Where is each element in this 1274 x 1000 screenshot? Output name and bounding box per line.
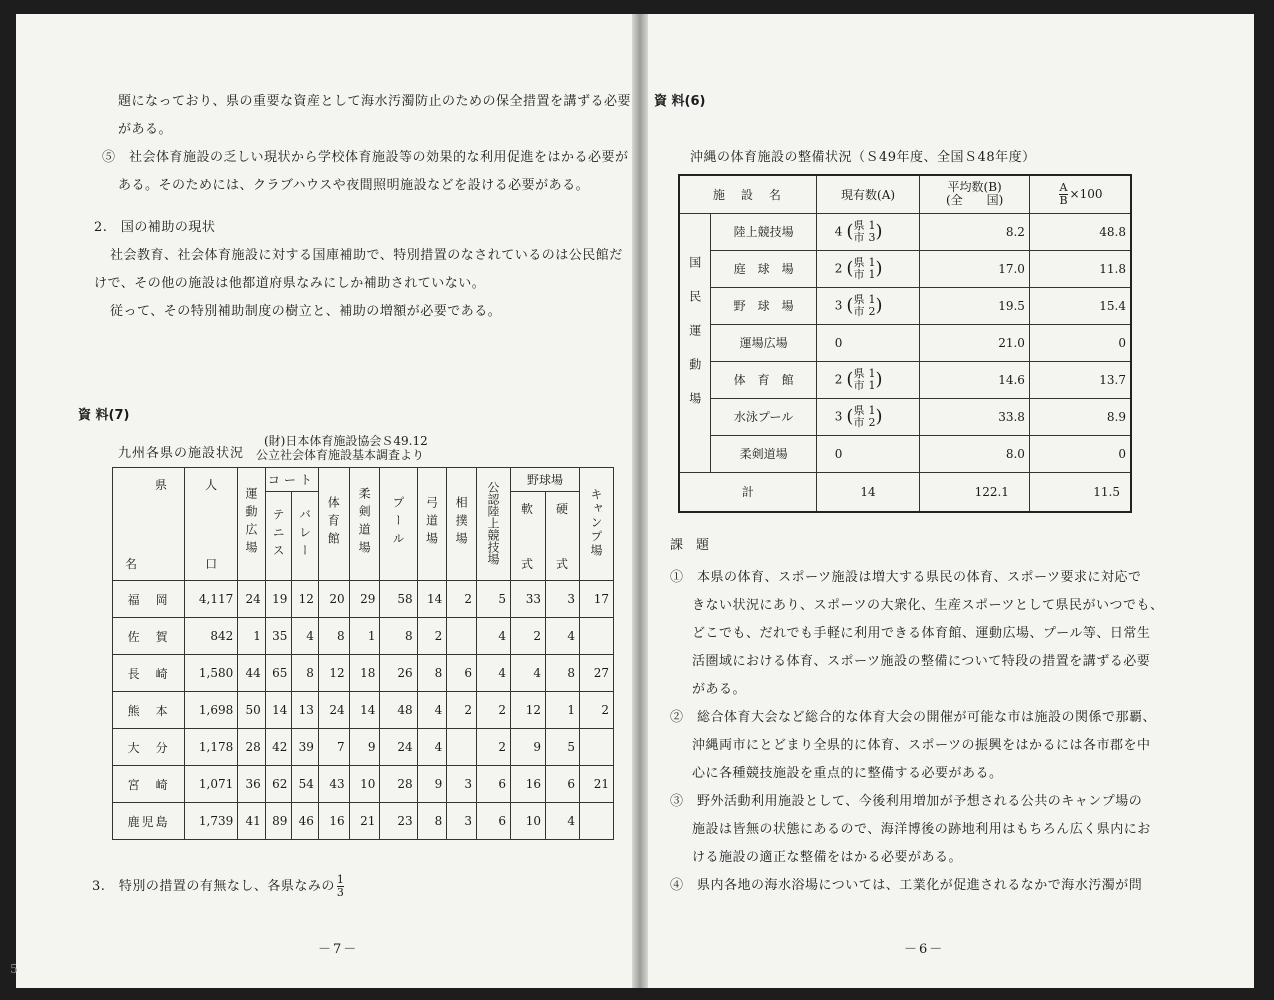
ken-label: 県 [853, 218, 865, 232]
total-label: 計 [679, 472, 816, 512]
cell-value [579, 803, 613, 840]
cell-value: 6 [477, 766, 511, 803]
col-average-line1: 平均数(B) [947, 180, 1002, 195]
table-row [679, 250, 1131, 287]
cell-value: 54 [292, 766, 319, 803]
header-taiiku-text: 体育館 [326, 495, 341, 550]
cell-value: 20 [318, 581, 349, 618]
cell-value [447, 729, 477, 766]
cell-value: 9 [349, 729, 380, 766]
ken-count: 1 [868, 255, 876, 269]
current-count [816, 324, 920, 361]
left-page [10, 14, 632, 988]
cell-value: 48 [380, 692, 417, 729]
header-pool [380, 468, 417, 581]
breakdown: ( 県 市 1 1 ) [846, 366, 883, 392]
kadai-label: 課 題 [670, 538, 710, 553]
cell-value: 24 [318, 692, 349, 729]
ken-count: 1 [868, 366, 876, 380]
cell-value: 4,117 [185, 581, 238, 618]
header-sumo-text: 相撲場 [454, 495, 469, 550]
count-value: 3 [834, 409, 843, 423]
cell-value: 4 [546, 618, 580, 655]
book-spine [632, 14, 648, 988]
cell-value: 17 [579, 581, 613, 618]
current-count [816, 435, 920, 472]
facility-name: 運場広場 [711, 324, 816, 361]
right-page [648, 14, 1254, 988]
ratio-den: B [1059, 193, 1068, 207]
table-6-title: 沖縄の体育施設の整備状況（Ｓ49年度、全国Ｓ48年度） [690, 150, 1036, 165]
group-label [679, 213, 711, 472]
header-kyudo-text: 弓道場 [424, 495, 439, 550]
kadai-line: 活圏域における体育、スポーツ施設の整備について特段の措置を講ずる必要 [692, 654, 1151, 669]
header-tennis-text: テニス [271, 507, 286, 562]
okinawa-facilities-table [678, 174, 1132, 513]
table-row [679, 435, 1131, 472]
table-row [679, 398, 1131, 435]
cell-value: 21 [579, 766, 613, 803]
ratio-value: 8.9 [1029, 398, 1131, 435]
kadai-line: ③ 野外活動利用施設として、今後利用増加が予想される公共のキャンプ場の [670, 794, 1143, 809]
cell-value: 4 [292, 618, 319, 655]
table-row [679, 324, 1131, 361]
ratio-value: 0 [1029, 324, 1131, 361]
cell-value: 8 [318, 618, 349, 655]
ken-count: 1 [868, 218, 876, 232]
text-line: 社会教育、社会体育施設に対する国庫補助で、特別措置のなされているのは公民館だ [110, 248, 623, 263]
shi-label: 市 [853, 230, 865, 244]
col-average [920, 175, 1030, 213]
cell-value: 2 [447, 692, 477, 729]
total-row [679, 472, 1131, 512]
fraction-numerator: 1 [336, 873, 345, 886]
header-ko-char: 硬 [556, 502, 569, 517]
ratio-value: 15.4 [1029, 287, 1131, 324]
cell-value: 10 [349, 766, 380, 803]
cell-value: 33 [510, 581, 545, 618]
cell-value: 4 [477, 618, 511, 655]
header-kyudo [417, 468, 447, 581]
text-line: ある。そのためには、クラブハウスや夜間照明施設などを設ける必要がある。 [118, 178, 590, 193]
cell-value: 24 [238, 581, 266, 618]
cell-value: 2 [579, 692, 613, 729]
table-row [113, 729, 614, 766]
cell-value: 9 [417, 766, 447, 803]
header-taiiku [318, 468, 349, 581]
prefecture-name: 福 岡 [113, 581, 185, 618]
header-yakyu: 野球場 [510, 468, 579, 492]
cell-value: 2 [477, 729, 511, 766]
text-line: ⑤ 社会体育施設の乏しい現状から学校体育施設等の効果的な利用促進をはかる必要が [102, 150, 629, 165]
cell-value: 89 [265, 803, 292, 840]
cell-value: 14 [265, 692, 292, 729]
header-camp-text: キャンプ場 [588, 487, 603, 558]
cell-value: 2 [510, 618, 545, 655]
cell-value: 42 [265, 729, 292, 766]
kadai-line: ける施設の適正な整備をはかる必要がある。 [692, 850, 963, 865]
cell-value: 12 [318, 655, 349, 692]
cell-value: 2 [417, 618, 447, 655]
cell-value: 3 [546, 581, 580, 618]
item-3-fraction [337, 874, 345, 899]
prefecture-name: 長 崎 [113, 655, 185, 692]
cell-value: 6 [447, 655, 477, 692]
table-row [679, 287, 1131, 324]
table-row [113, 618, 614, 655]
cell-value: 4 [417, 729, 447, 766]
header-camp [579, 468, 613, 581]
col-current: 現有数(A) [816, 175, 920, 213]
ken-label: 県 [853, 255, 865, 269]
kadai-line: ① 本県の体育、スポーツ施設は増大する県民の体育、スポーツ要求に対応で [670, 570, 1142, 585]
header-nanshiki [510, 492, 545, 581]
left-page-number: －7－ [318, 942, 359, 957]
count-value: 4 [834, 224, 843, 238]
header-koshiki [546, 492, 580, 581]
group-label-text: 国民運動場 [687, 256, 702, 426]
col-facility-name: 施 設 名 [679, 175, 816, 213]
cell-value: 65 [265, 655, 292, 692]
cell-value: 1 [349, 618, 380, 655]
shi-label: 市 [853, 304, 865, 318]
cell-value: 41 [238, 803, 266, 840]
shi-count: 1 [868, 267, 876, 281]
cell-value: 58 [380, 581, 417, 618]
facility-name: 庭 球 場 [711, 250, 816, 287]
table-7-source [256, 434, 428, 462]
col-average-line2: (全 国) [945, 193, 1004, 208]
cell-value: 46 [292, 803, 319, 840]
kadai-body [670, 564, 1163, 900]
total-count: 14 [816, 472, 920, 512]
cell-value: 8 [380, 618, 417, 655]
cell-value: 43 [318, 766, 349, 803]
header-nan2-char: 式 [520, 557, 533, 571]
shi-count: 3 [868, 230, 876, 244]
item-3 [92, 874, 346, 899]
cell-value: 29 [349, 581, 380, 618]
cell-value [579, 729, 613, 766]
facility-name: 体 育 館 [711, 361, 816, 398]
text-line: 題になっており、県の重要な資産として海水汚濁防止のための保全措置を講ずる必要 [118, 94, 632, 109]
count-value: 2 [834, 372, 843, 386]
table-row [679, 361, 1131, 398]
cell-value: 6 [477, 803, 511, 840]
cell-value: 9 [510, 729, 545, 766]
kadai-line: きない状況にあり、スポーツの大衆化、生産スポーツとして県民がいつでも、 [692, 598, 1164, 613]
item-3-text: 3. 特別の措置の有無なし、各県なみの [92, 879, 335, 894]
ratio-num: A [1059, 180, 1068, 194]
cell-value: 27 [579, 655, 613, 692]
breakdown: ( 県 市 1 2 ) [846, 292, 883, 318]
cell-value: 4 [417, 692, 447, 729]
cell-value: 12 [292, 581, 319, 618]
header-kou-char: 口 [205, 557, 218, 571]
kadai-line: 施設は皆無の状態にあるので、海洋博後の跡地利用はもちろん広く県内にお [692, 822, 1151, 837]
average-value: 8.2 [920, 213, 1030, 250]
prefecture-name: 佐 賀 [113, 618, 185, 655]
kadai-line: 沖縄両市にとどまり全県的に体育、スポーツの振興をはかるには各市郡を中 [692, 738, 1151, 753]
cell-value: 8 [546, 655, 580, 692]
header-tennis [265, 492, 292, 581]
header-volley [292, 492, 319, 581]
cell-value: 1,739 [185, 803, 238, 840]
ratio-suffix: ×100 [1069, 186, 1103, 201]
cell-value: 18 [349, 655, 380, 692]
current-count [816, 250, 920, 287]
col-ratio [1029, 175, 1131, 213]
cell-value: 5 [477, 581, 511, 618]
prefecture-name: 大 分 [113, 729, 185, 766]
cell-value: 7 [318, 729, 349, 766]
ken-label: 県 [853, 403, 865, 417]
total-average: 122.1 [920, 472, 1030, 512]
ratio-value: 48.8 [1029, 213, 1131, 250]
section-2 [94, 214, 623, 326]
header-judo [349, 468, 380, 581]
section-2-title: 2. 国の補助の現状 [94, 220, 216, 235]
cell-value: 13 [292, 692, 319, 729]
cell-value: 16 [318, 803, 349, 840]
header-ken-char: 県 [155, 478, 168, 492]
shi-count: 1 [868, 378, 876, 392]
cell-value: 3 [447, 803, 477, 840]
prefecture-name: 宮 崎 [113, 766, 185, 803]
header-judo-text: 柔剣道場 [357, 486, 372, 559]
cell-value: 8 [417, 655, 447, 692]
cell-value [579, 618, 613, 655]
shi-count: 2 [868, 304, 876, 318]
cell-value: 28 [238, 729, 266, 766]
prefecture-name: 熊 本 [113, 692, 185, 729]
facility-name: 水泳プール [711, 398, 816, 435]
current-count [816, 287, 920, 324]
source-line: (財)日本体育施設協会Ｓ49.12 [264, 434, 428, 448]
cell-value: 28 [380, 766, 417, 803]
ken-count: 1 [868, 292, 876, 306]
ratio-fraction [1059, 182, 1067, 207]
shi-count: 2 [868, 415, 876, 429]
breakdown: ( 県 市 1 3 ) [846, 218, 883, 244]
cell-value: 1,071 [185, 766, 238, 803]
current-count [816, 361, 920, 398]
text-line: がある。 [118, 122, 173, 137]
cell-value: 14 [349, 692, 380, 729]
cell-value: 14 [417, 581, 447, 618]
text-line: 従って、その特別補助制度の樹立と、補助の増額が必要である。 [110, 304, 502, 319]
table-row [113, 581, 614, 618]
okinawa-table-body [679, 213, 1131, 512]
average-value: 17.0 [920, 250, 1030, 287]
cell-value: 23 [380, 803, 417, 840]
cell-value: 1 [546, 692, 580, 729]
current-count [816, 213, 920, 250]
table-row [113, 655, 614, 692]
cell-value: 3 [447, 766, 477, 803]
shiryo-7-label: 資 料(7) [78, 408, 130, 423]
ratio-value: 11.8 [1029, 250, 1131, 287]
cell-value: 50 [238, 692, 266, 729]
cell-value: 62 [265, 766, 292, 803]
total-ratio: 11.5 [1029, 472, 1131, 512]
cell-value: 26 [380, 655, 417, 692]
table-row [113, 692, 614, 729]
header-rikujo-text: 公認陸上競技場 [486, 480, 500, 565]
table-row [113, 766, 614, 803]
cell-value: 19 [265, 581, 292, 618]
current-count [816, 398, 920, 435]
kadai-line: 心に各種競技施設を重点的に整備する必要がある。 [692, 766, 1003, 781]
header-rikujo [477, 468, 511, 581]
shi-label: 市 [853, 378, 865, 392]
text-line: けで、その他の施設は他都道府県なみにしか補助されていない。 [94, 276, 486, 291]
cell-value: 4 [477, 655, 511, 692]
facility-name: 野 球 場 [711, 287, 816, 324]
facility-name: 柔剣道場 [711, 435, 816, 472]
header-pool-text: プール [391, 495, 406, 550]
cell-value: 5 [546, 729, 580, 766]
cell-value: 2 [477, 692, 511, 729]
prefecture-name: 鹿児島 [113, 803, 185, 840]
shiryo-6-label: 資 料(6) [654, 94, 706, 109]
right-page-number: －6－ [904, 942, 945, 957]
cell-value: 12 [510, 692, 545, 729]
average-value: 33.8 [920, 398, 1030, 435]
cell-value: 16 [510, 766, 545, 803]
count-value: 0 [834, 335, 843, 350]
table-7-title: 九州各県の施設状況 [118, 446, 245, 461]
cell-value: 10 [510, 803, 545, 840]
average-value: 8.0 [920, 435, 1030, 472]
header-undo-text: 運動広場 [244, 486, 259, 559]
kyushu-table-body [113, 581, 614, 840]
header-population [185, 468, 238, 581]
header-court: コート [265, 468, 318, 492]
table-row [679, 213, 1131, 250]
kadai-line: どこでも、だれでも手軽に利用できる体育館、運動広場、プール等、日常生 [692, 626, 1151, 641]
cell-value: 2 [447, 581, 477, 618]
header-ken [113, 468, 185, 581]
cell-value: 1,698 [185, 692, 238, 729]
breakdown: ( 県 市 1 2 ) [846, 403, 883, 429]
corner-mark: 5 [10, 962, 18, 976]
header-undo [238, 468, 266, 581]
kyushu-facilities-table [112, 467, 614, 840]
cell-value: 6 [546, 766, 580, 803]
source-line: 公立社会体育施設基本調査より [256, 448, 425, 462]
table-row [113, 803, 614, 840]
ken-label: 県 [853, 292, 865, 306]
count-value: 3 [834, 298, 843, 312]
header-nan-char: 軟 [520, 502, 533, 517]
header-mei-char: 名 [125, 557, 138, 571]
header-sumo [447, 468, 477, 581]
facility-name: 陸上競技場 [711, 213, 816, 250]
kadai-line: がある。 [692, 682, 747, 697]
cell-value: 39 [292, 729, 319, 766]
cell-value: 842 [185, 618, 238, 655]
header-volley-text: バレー [297, 507, 312, 562]
cell-value: 1,178 [185, 729, 238, 766]
ratio-value: 0 [1029, 435, 1131, 472]
kadai-line: ② 総合体育大会など総合的な体育大会の開催が可能な市は施設の関係で那覇、 [670, 710, 1157, 725]
left-paragraph-1 [102, 88, 632, 200]
cell-value: 8 [292, 655, 319, 692]
cell-value: 21 [349, 803, 380, 840]
shi-label: 市 [853, 415, 865, 429]
shi-label: 市 [853, 267, 865, 281]
count-value: 2 [834, 261, 843, 275]
cell-value: 4 [510, 655, 545, 692]
cell-value: 1 [238, 618, 266, 655]
average-value: 19.5 [920, 287, 1030, 324]
cell-value: 24 [380, 729, 417, 766]
header-jin-char: 人 [205, 478, 218, 492]
cell-value: 36 [238, 766, 266, 803]
ken-count: 1 [868, 403, 876, 417]
cell-value: 4 [546, 803, 580, 840]
average-value: 14.6 [920, 361, 1030, 398]
cell-value: 1,580 [185, 655, 238, 692]
count-value: 0 [834, 446, 843, 461]
breakdown: ( 県 市 1 1 ) [846, 255, 883, 281]
cell-value: 35 [265, 618, 292, 655]
ken-label: 県 [853, 366, 865, 380]
average-value: 21.0 [920, 324, 1030, 361]
kadai-line: ④ 県内各地の海水浴場については、工業化が促進されるなかで海水汚濁が問 [670, 878, 1143, 893]
cell-value: 8 [417, 803, 447, 840]
cell-value [447, 618, 477, 655]
fraction-denominator: 3 [336, 886, 345, 899]
ratio-value: 13.7 [1029, 361, 1131, 398]
header-ko2-char: 式 [556, 557, 569, 571]
cell-value: 44 [238, 655, 266, 692]
